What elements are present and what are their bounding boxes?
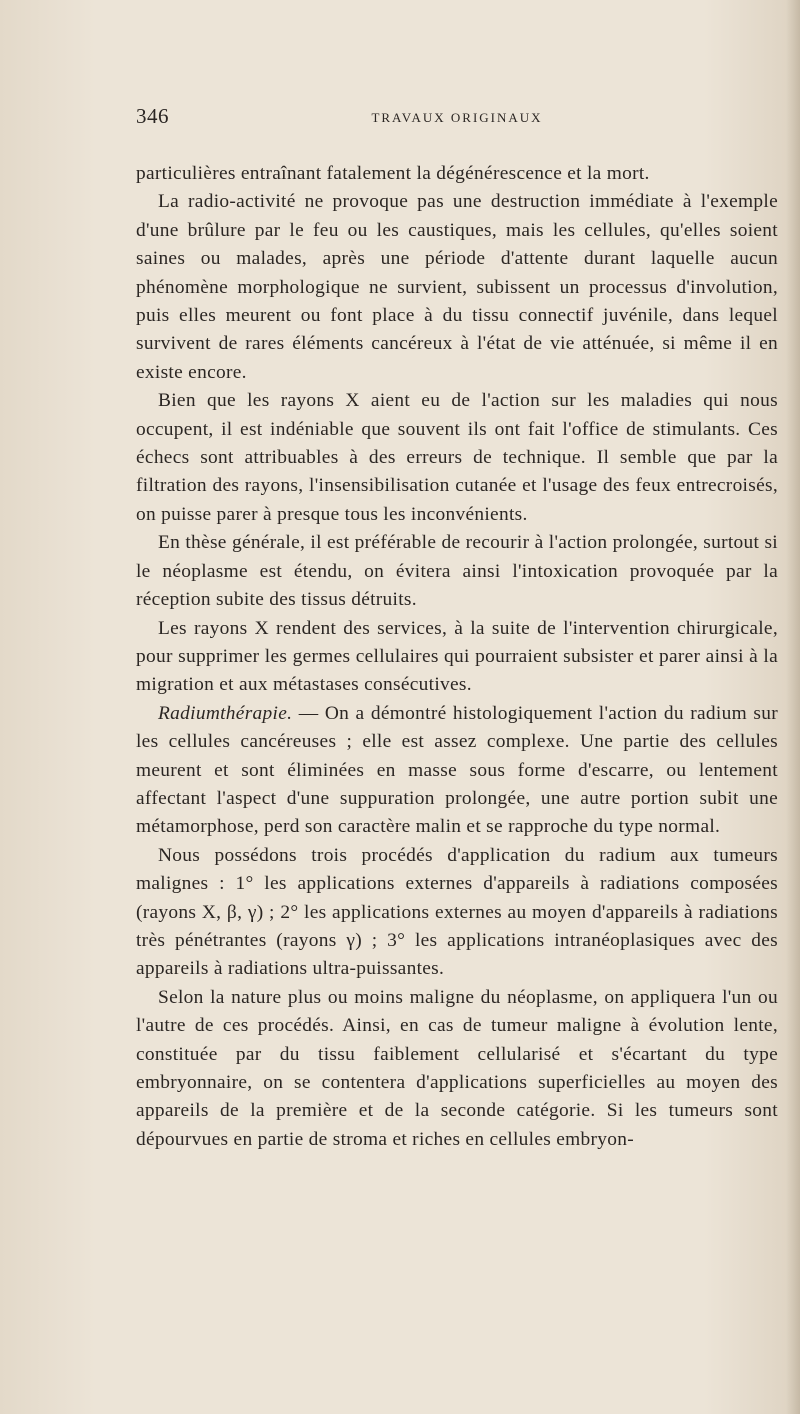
paragraph-text: particulières entraînant fatalement la dégénérescence et la mort. — [136, 163, 650, 184]
paragraph — [136, 188, 778, 387]
paragraph-text: Bien que les rayons X aient eu de l'action sur les maladies qui nous occupent, il est indéniable que souvent ils ont fait l'office de stimulants. Ces échecs sont attribuables à des erreurs de technique. Il semble que par la filtration des rayons, l'insensibilisation cutanée et l'usage des feux entrecroisés, on puisse parer à presque tous les inconvénients. — [136, 390, 778, 525]
paragraph-text: Nous possédons trois procédés d'application du radium aux tumeurs malignes : 1° les applications externes d'appareils à radiations composées (rayons X, β, γ) ; 2° les applications externes au moyen d'appareils à radiations très pénétrantes (rayons γ) ; 3° les applications intranéoplasiques avec des appareils à radiations ultra-puissantes. — [136, 844, 778, 980]
running-head: TRAVAUX ORIGINAUX — [371, 110, 543, 125]
page-header — [136, 104, 778, 140]
paragraph-text: Les rayons X rendent des services, à la suite de l'intervention chirurgicale, pour supprimer les germes cellulaires qui pourraient subsister et parer ainsi à la migration et aux métastases consécutives. — [136, 617, 778, 696]
page-edge-shadow — [786, 0, 800, 1414]
paragraph — [136, 984, 778, 1154]
paragraph — [136, 529, 778, 614]
paragraph — [136, 387, 778, 529]
paragraph — [136, 700, 778, 842]
paragraph-text: — On a démontré histologiquement l'action du radium sur les cellules cancéreuses ; elle est assez complexe. Une partie des cellules meurent et sont éliminées en masse sous forme d'escarre, ou lentement affectant l'aspect d'une suppuration prolongée, une autre portion subit une métamorphose, perd son caractère malin et se rapproche du type normal. — [136, 702, 778, 838]
paragraph-text: En thèse générale, il est préférable de recourir à l'action prolongée, surtout si le néoplasme est étendu, on évitera ainsi l'intoxication provoquée par la réception subite des tissus détruits. — [136, 532, 778, 611]
paragraph-text: Selon la nature plus ou moins maligne du néoplasme, on appliquera l'un ou l'autre de ces procédés. Ainsi, en cas de tumeur maligne à évolution lente, constituée par du tissu faiblement cellularisé et s'écartant du type embryonnaire, on se contentera d'applications superficielles au moyen des appareils de la première et de la seconde catégorie. Si les tumeurs sont dépourvues en partie de stroma et riches en cellules embryon- — [136, 986, 778, 1150]
paragraph-continuation — [136, 160, 778, 188]
section-title: Radiumthérapie. — [158, 702, 293, 724]
document-page — [136, 104, 778, 1154]
paragraph — [136, 842, 778, 984]
paragraph-text: La radio-activité ne provoque pas une destruction immédiate à l'exemple d'une brûlure par le feu ou les caustiques, mais les cellules, qu'elles soient saines ou malades, après une période d'attente durant laquelle aucun phénomène morphologique ne survient, subissent un processus d'involution, puis elles meurent ou font place à du tissu connectif juvénile, dans lequel survivent de rares éléments cancéreux à l'état de vie atténuée, si même il en existe encore. — [136, 191, 778, 383]
paragraph — [136, 615, 778, 700]
page-number: 346 — [136, 104, 169, 128]
body-text — [136, 160, 778, 1154]
